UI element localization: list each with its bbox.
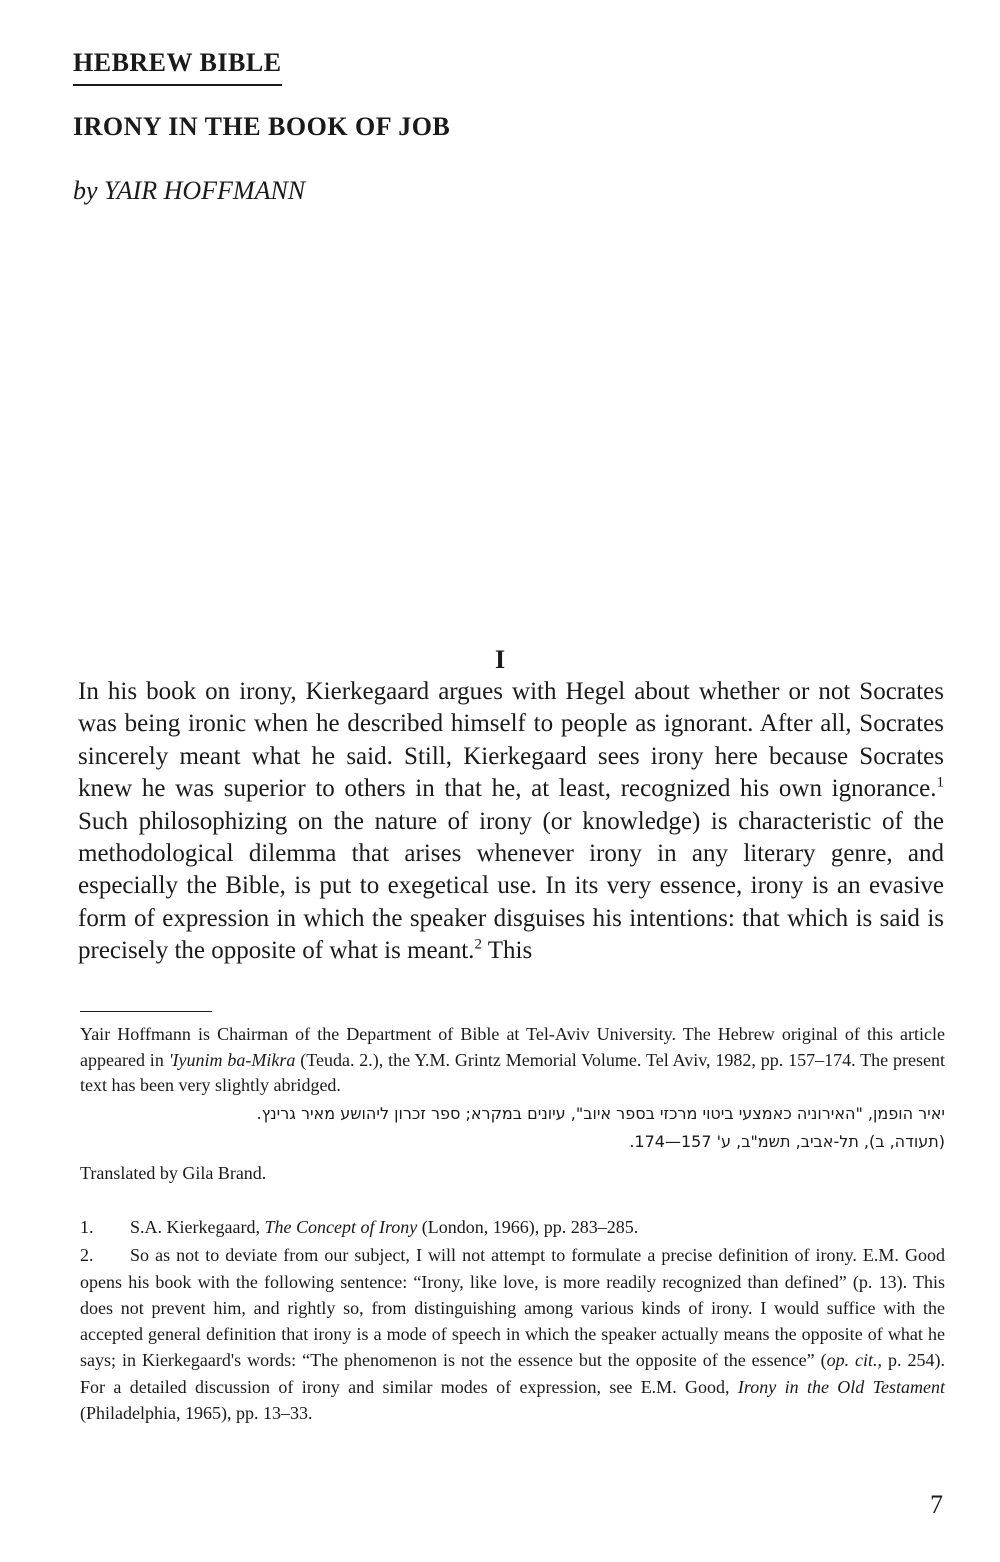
footnote-divider: [80, 1011, 212, 1012]
footnote-text: (Philadelphia, 1965), pp. 13–33.: [80, 1403, 313, 1424]
book-title: Irony in the Old Testament: [737, 1376, 945, 1397]
footnote-2: [80, 1242, 945, 1426]
footnote-1: [80, 1214, 945, 1240]
page-number: 7: [930, 1490, 943, 1519]
section-heading: HEBREW BIBLE: [73, 48, 282, 86]
citation-abbrev: op. cit.: [826, 1350, 878, 1371]
body-text-part: Such philosophizing on the nature of irony (or knowledge) is characteristic of the methodological dilemma that arises whenever irony in any literary genre, and especially the Bible, is put to exegetical use. In its very essence, irony is an evasive form of expression in which the speaker disguises his intentions: that which is said is precisely the opposite of what is meant.: [78, 807, 944, 965]
journal-title: 'Iyunim ba-Mikra: [168, 1049, 296, 1070]
author-note-text: Yair Hoffmann is Chairman of the Department of Bible at Tel-Aviv University. The Hebrew original of this article appeared in: [80, 1024, 945, 1070]
book-title: The Concept of Irony: [264, 1217, 418, 1237]
footnote-text: So as not to deviate from our subject, I will not attempt to formulate a precise definition of irony. E.M. Good opens his book with the following sentence: “Irony, like love, is more readily recognized than defined” (p. 13). This does not prevent him, and rightly so, from distinguishing among various kinds of irony. I would suffice with the accepted general definition that irony is a mode of speech in which the speaker actually means the opposite of what he says; in Kierkegaard's words: “The phenomenon is not the essence but the opposite of the essence” (: [80, 1245, 945, 1371]
hebrew-citation-line: (תעודה, ב), תל-אביב, תשמ"ב, ע' 157—174.: [629, 1132, 945, 1151]
footnote-ref-1[interactable]: 1: [936, 774, 944, 791]
author-note: [80, 1022, 945, 1099]
footnote-list: [80, 1214, 945, 1428]
footnote-number: 1.: [80, 1217, 94, 1237]
footnote-text: , p. 254). For a detailed discussion of irony and similar modes of expression, see E.M. Good,: [80, 1350, 945, 1397]
footnote-ref-2[interactable]: 2: [474, 936, 482, 953]
translator-credit: Translated by Gila Brand.: [80, 1163, 267, 1183]
body-text-part: In his book on irony, Kierkegaard argues with Hegel about whether or not Socrates was being ironic when he described himself to people as ignorant. After all, Socrates sincerely meant what he said. Still, Kierkegaard sees irony here because Socrates knew he was superior to others in that he, at least, recognized his own ignorance.: [78, 678, 944, 803]
author-note-text: (Teuda. 2.), the Y.M. Grintz Memorial Volume. Tel Aviv, 1982, pp. 157–174. The present text has been very slightly abridged.: [80, 1049, 945, 1096]
footnote-text: (London, 1966), pp. 283–285.: [417, 1217, 639, 1237]
article-title: IRONY IN THE BOOK OF JOB: [73, 112, 451, 141]
body-paragraph: [78, 676, 944, 968]
footnote-number: 2.: [80, 1245, 94, 1266]
byline: [73, 176, 305, 206]
footnote-text: S.A. Kierkegaard,: [130, 1217, 265, 1237]
hebrew-citation: [80, 1100, 945, 1156]
section-marker: I: [494, 645, 506, 674]
body-text-part: This: [481, 937, 533, 965]
author-name: YAIR HOFFMANN: [104, 176, 306, 205]
byline-prefix: by: [73, 176, 98, 205]
hebrew-citation-line: יאיר הופמן, "האירוניה כאמצעי ביטוי מרכזי בספר איוב", עיונים במקרא; ספר זכרון ליהושע מאיר גרינץ.: [256, 1104, 945, 1123]
